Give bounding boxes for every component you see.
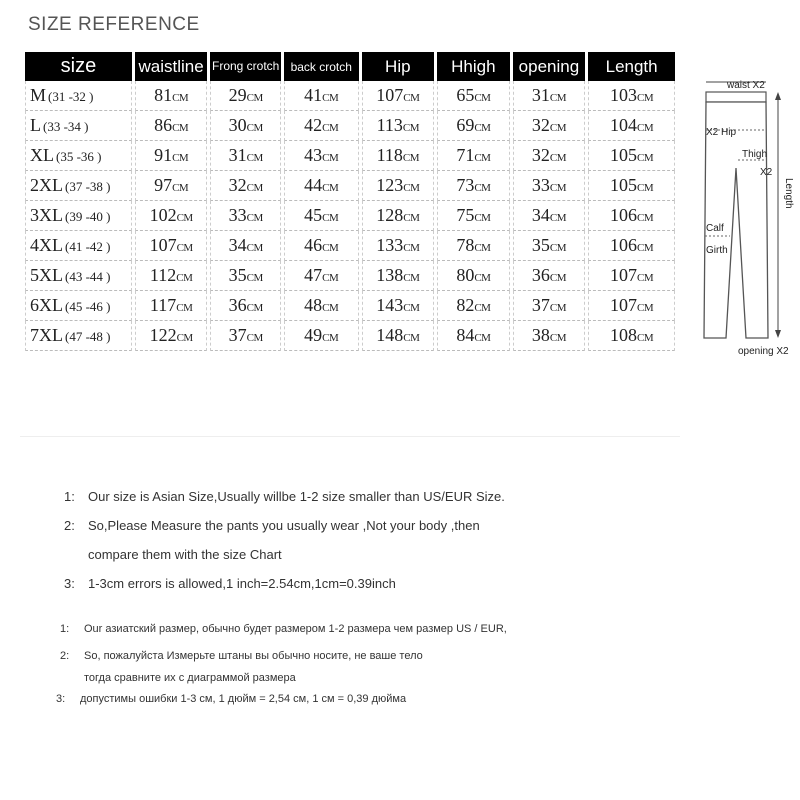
unit-label: CM — [549, 332, 566, 344]
thigh-x2-label: X2 — [760, 167, 773, 178]
thigh-label: Thigh — [742, 149, 768, 160]
size-label: 4XL — [30, 235, 63, 255]
size-cell — [25, 111, 132, 141]
measurement-value: 118 — [376, 145, 403, 165]
measurement-cell — [588, 111, 675, 141]
unit-label: CM — [322, 332, 339, 344]
unit-label: CM — [176, 302, 193, 314]
unit-label: CM — [549, 122, 566, 134]
measurement-cell — [210, 171, 281, 201]
measurement-value: 31 — [531, 85, 550, 105]
unit-label: CM — [246, 212, 263, 224]
measurement-cell — [588, 291, 675, 321]
measurement-value: 38 — [531, 325, 550, 345]
measurement-value: 69 — [456, 115, 475, 135]
size-label: 6XL — [30, 295, 63, 315]
waistband-shape — [706, 92, 766, 102]
measurement-cell — [135, 231, 208, 261]
measurement-cell — [210, 201, 281, 231]
measurement-cell — [284, 261, 359, 291]
measurement-value: 112 — [149, 265, 177, 285]
table-row — [25, 141, 675, 171]
unit-label: CM — [474, 212, 491, 224]
measurement-cell — [284, 291, 359, 321]
measurement-cell — [513, 141, 586, 171]
unit-label: CM — [322, 152, 339, 164]
measurement-value: 117 — [149, 295, 177, 315]
measurement-cell — [362, 201, 435, 231]
note-2-continued-text: compare them with the size Chart — [88, 547, 282, 562]
measurement-value: 107 — [610, 265, 638, 285]
header-back-crotch: back crotch — [284, 52, 359, 81]
ru-note-2-number: 2: — [60, 650, 70, 662]
measurement-cell — [513, 261, 586, 291]
notes-english — [64, 482, 784, 598]
size-label: XL — [30, 145, 54, 165]
measurement-cell — [284, 81, 359, 111]
unit-label: CM — [474, 302, 491, 314]
unit-label: CM — [322, 92, 339, 104]
unit-label: CM — [474, 332, 491, 344]
size-table — [22, 52, 678, 351]
length-arrow-bottom-icon — [775, 330, 781, 338]
measurement-value: 107 — [149, 235, 177, 255]
measurement-value: 71 — [456, 145, 475, 165]
girth-label: Girth — [706, 245, 728, 256]
measurement-value: 49 — [304, 325, 323, 345]
size-label: M — [30, 85, 47, 105]
measurement-value: 103 — [610, 85, 638, 105]
measurement-cell — [513, 171, 586, 201]
measurement-value: 106 — [610, 235, 638, 255]
measurement-cell — [588, 141, 675, 171]
measurement-cell — [513, 291, 586, 321]
measurement-cell — [362, 171, 435, 201]
measurement-cell — [513, 321, 586, 351]
header-length: Length — [588, 52, 675, 81]
measurement-cell — [210, 111, 281, 141]
measurement-value: 36 — [228, 295, 247, 315]
measurement-cell — [588, 171, 675, 201]
ru-note-3-text: допустимы ошибки 1-3 см, 1 дюйм = 2,54 см, 1 см = 0,39 дюйма — [80, 693, 407, 705]
unit-label: CM — [322, 272, 339, 284]
size-label: 5XL — [30, 265, 63, 285]
measurement-cell — [513, 231, 586, 261]
measurement-cell — [513, 111, 586, 141]
unit-label: CM — [246, 92, 263, 104]
measurement-cell — [362, 141, 435, 171]
ru-note-2-text: So, пожалуйста Измерьте штаны вы обычно носите, не ваше тело — [84, 650, 423, 662]
pants-diagram — [696, 70, 800, 360]
measurement-cell — [135, 171, 208, 201]
measurement-value: 105 — [610, 145, 638, 165]
measurement-cell — [437, 321, 510, 351]
length-label: Length — [783, 178, 794, 209]
measurement-value: 97 — [154, 175, 173, 195]
unit-label: CM — [549, 212, 566, 224]
size-range: (45 -46 ) — [65, 299, 111, 314]
unit-label: CM — [474, 182, 491, 194]
measurement-value: 78 — [456, 235, 475, 255]
length-arrow-top-icon — [775, 92, 781, 100]
table-row — [25, 201, 675, 231]
unit-label: CM — [474, 272, 491, 284]
measurement-cell — [588, 321, 675, 351]
ru-note-2-continued — [60, 670, 780, 686]
size-label: 2XL — [30, 175, 63, 195]
measurement-cell — [135, 201, 208, 231]
unit-label: CM — [637, 272, 654, 284]
size-range: (41 -42 ) — [65, 239, 111, 254]
table-header-row — [25, 52, 675, 81]
size-cell — [25, 291, 132, 321]
measurement-cell — [210, 291, 281, 321]
measurement-value: 35 — [531, 235, 550, 255]
measurement-value: 82 — [456, 295, 475, 315]
size-cell — [25, 261, 132, 291]
note-3-number: 3: — [64, 576, 75, 591]
note-1-number: 1: — [64, 489, 75, 504]
measurement-value: 31 — [228, 145, 247, 165]
ru-note-1-number: 1: — [60, 623, 70, 635]
pants-diagram-svg — [696, 70, 800, 360]
note-2 — [64, 511, 784, 540]
note-3-text: 1-3cm errors is allowed,1 inch=2.54cm,1cm=0.39inch — [88, 576, 396, 591]
measurement-value: 105 — [610, 175, 638, 195]
unit-label: CM — [172, 152, 189, 164]
unit-label: CM — [403, 182, 420, 194]
table-row — [25, 231, 675, 261]
measurement-value: 42 — [304, 115, 323, 135]
ru-note-1-text: Our азиатский размер, обычно будет размером 1-2 размера чем размер US / EUR, — [84, 623, 507, 635]
size-label: L — [30, 115, 41, 135]
unit-label: CM — [637, 152, 654, 164]
measurement-value: 48 — [304, 295, 323, 315]
unit-label: CM — [637, 332, 654, 344]
header-hhigh: Hhigh — [437, 52, 510, 81]
measurement-value: 43 — [304, 145, 323, 165]
unit-label: CM — [176, 242, 193, 254]
measurement-value: 133 — [376, 235, 404, 255]
measurement-cell — [437, 231, 510, 261]
measurement-cell — [437, 171, 510, 201]
unit-label: CM — [474, 152, 491, 164]
size-range: (43 -44 ) — [65, 269, 111, 284]
unit-label: CM — [403, 242, 420, 254]
unit-label: CM — [322, 302, 339, 314]
page-title: SIZE REFERENCE — [28, 14, 200, 35]
measurement-value: 30 — [228, 115, 247, 135]
measurement-value: 35 — [228, 265, 247, 285]
measurement-value: 33 — [228, 205, 247, 225]
measurement-cell — [135, 81, 208, 111]
measurement-cell — [135, 111, 208, 141]
unit-label: CM — [172, 182, 189, 194]
waist-label: waist X2 — [727, 80, 765, 91]
ru-note-1 — [60, 616, 780, 643]
header-hip: Hip — [362, 52, 435, 81]
unit-label: CM — [246, 302, 263, 314]
measurement-cell — [135, 261, 208, 291]
unit-label: CM — [637, 302, 654, 314]
measurement-cell — [284, 111, 359, 141]
measurement-cell — [210, 141, 281, 171]
measurement-value: 34 — [531, 205, 550, 225]
unit-label: CM — [322, 182, 339, 194]
unit-label: CM — [246, 272, 263, 284]
measurement-cell — [513, 201, 586, 231]
unit-label: CM — [403, 272, 420, 284]
unit-label: CM — [172, 92, 189, 104]
measurement-value: 138 — [376, 265, 404, 285]
measurement-value: 32 — [228, 175, 247, 195]
measurement-cell — [437, 141, 510, 171]
unit-label: CM — [246, 182, 263, 194]
unit-label: CM — [637, 242, 654, 254]
unit-label: CM — [246, 152, 263, 164]
measurement-value: 81 — [154, 85, 173, 105]
measurement-value: 75 — [456, 205, 475, 225]
measurement-value: 91 — [154, 145, 173, 165]
measurement-cell — [210, 231, 281, 261]
size-range: (47 -48 ) — [65, 329, 111, 344]
size-label: 7XL — [30, 325, 63, 345]
unit-label: CM — [474, 122, 491, 134]
size-cell — [25, 141, 132, 171]
unit-label: CM — [402, 152, 420, 164]
measurement-value: 123 — [376, 175, 404, 195]
unit-label: CM — [246, 242, 263, 254]
measurement-cell — [437, 81, 510, 111]
note-2-continued — [64, 540, 784, 569]
measurement-value: 44 — [304, 175, 323, 195]
measurement-value: 107 — [610, 295, 638, 315]
unit-label: CM — [637, 212, 654, 224]
measurement-cell — [588, 201, 675, 231]
note-2-number: 2: — [64, 518, 75, 533]
header-opening: opening — [513, 52, 586, 81]
ru-note-2-continued-text: тогда сравните их с диаграммой размера — [84, 672, 296, 684]
measurement-value: 65 — [456, 85, 475, 105]
measurement-value: 47 — [304, 265, 323, 285]
measurement-value: 46 — [304, 235, 323, 255]
measurement-cell — [362, 81, 435, 111]
unit-label: CM — [549, 272, 566, 284]
hip-label: X2 Hip — [706, 127, 737, 138]
measurement-value: 37 — [531, 295, 550, 315]
measurement-cell — [513, 81, 586, 111]
size-range: (33 -34 ) — [43, 119, 89, 134]
header-front-crotch: Frong crotch — [210, 52, 281, 81]
measurement-cell — [437, 291, 510, 321]
measurement-cell — [588, 261, 675, 291]
measurement-value: 34 — [228, 235, 247, 255]
measurement-value: 32 — [531, 115, 550, 135]
measurement-cell — [588, 231, 675, 261]
unit-label: CM — [176, 332, 193, 344]
table-row — [25, 171, 675, 201]
unit-label: CM — [549, 242, 566, 254]
measurement-cell — [362, 291, 435, 321]
unit-label: CM — [637, 92, 654, 104]
measurement-value: 113 — [376, 115, 403, 135]
table-row — [25, 261, 675, 291]
measurement-cell — [210, 321, 281, 351]
unit-label: CM — [322, 242, 339, 254]
unit-label: CM — [402, 122, 420, 134]
unit-label: CM — [549, 152, 566, 164]
calf-label: Calf — [706, 223, 724, 234]
measurement-cell — [437, 201, 510, 231]
header-waistline: waistline — [135, 52, 208, 81]
size-range: (37 -38 ) — [65, 179, 111, 194]
measurement-cell — [362, 321, 435, 351]
measurement-cell — [284, 201, 359, 231]
unit-label: CM — [549, 302, 566, 314]
measurement-cell — [588, 81, 675, 111]
measurement-cell — [362, 111, 435, 141]
measurement-value: 37 — [228, 325, 247, 345]
unit-label: CM — [176, 212, 193, 224]
size-range: (31 -32 ) — [48, 89, 94, 104]
measurement-cell — [437, 261, 510, 291]
unit-label: CM — [474, 92, 491, 104]
note-1 — [64, 482, 784, 511]
note-2-text: So,Please Measure the pants you usually wear ,Not your body ,then — [88, 518, 480, 533]
measurement-cell — [437, 111, 510, 141]
measurement-value: 106 — [610, 205, 638, 225]
measurement-cell — [362, 231, 435, 261]
measurement-value: 108 — [610, 325, 638, 345]
opening-label: opening X2 — [738, 346, 789, 357]
unit-label: CM — [176, 272, 193, 284]
measurement-cell — [210, 261, 281, 291]
unit-label: CM — [549, 92, 566, 104]
measurement-value: 80 — [456, 265, 475, 285]
unit-label: CM — [322, 212, 339, 224]
unit-label: CM — [246, 122, 263, 134]
measurement-cell — [135, 321, 208, 351]
unit-label: CM — [474, 242, 491, 254]
size-cell — [25, 201, 132, 231]
unit-label: CM — [246, 332, 263, 344]
measurement-value: 143 — [376, 295, 404, 315]
unit-label: CM — [172, 122, 189, 134]
unit-label: CM — [637, 182, 654, 194]
measurement-cell — [135, 141, 208, 171]
unit-label: CM — [549, 182, 566, 194]
measurement-value: 29 — [228, 85, 247, 105]
ru-note-3 — [56, 686, 780, 713]
measurement-cell — [284, 171, 359, 201]
measurement-value: 73 — [456, 175, 475, 195]
unit-label: CM — [322, 122, 339, 134]
measurement-value: 128 — [376, 205, 404, 225]
table-row — [25, 81, 675, 111]
size-range: (39 -40 ) — [65, 209, 111, 224]
measurement-value: 41 — [304, 85, 323, 105]
ru-note-2 — [60, 643, 780, 670]
measurement-value: 104 — [610, 115, 638, 135]
measurement-cell — [284, 321, 359, 351]
notes-russian — [56, 616, 780, 713]
measurement-value: 148 — [376, 325, 404, 345]
measurement-cell — [362, 261, 435, 291]
size-range: (35 -36 ) — [56, 149, 102, 164]
measurement-cell — [284, 231, 359, 261]
unit-label: CM — [403, 92, 420, 104]
note-3 — [64, 569, 784, 598]
size-cell — [25, 231, 132, 261]
table-row — [25, 111, 675, 141]
unit-label: CM — [637, 122, 654, 134]
measurement-value: 33 — [531, 175, 550, 195]
measurement-value: 102 — [149, 205, 177, 225]
ru-note-3-number: 3: — [56, 693, 66, 705]
table-row — [25, 291, 675, 321]
measurement-value: 32 — [531, 145, 550, 165]
measurement-value: 86 — [154, 115, 173, 135]
measurement-value: 36 — [531, 265, 550, 285]
unit-label: CM — [403, 332, 420, 344]
measurement-cell — [284, 141, 359, 171]
divider — [20, 436, 680, 437]
measurement-value: 122 — [149, 325, 177, 345]
size-cell — [25, 321, 132, 351]
size-label: 3XL — [30, 205, 63, 225]
header-size: size — [25, 52, 132, 81]
measurement-value: 84 — [456, 325, 475, 345]
unit-label: CM — [403, 302, 420, 314]
note-1-text: Our size is Asian Size,Usually willbe 1-2 size smaller than US/EUR Size. — [88, 489, 505, 504]
size-cell — [25, 81, 132, 111]
measurement-cell — [210, 81, 281, 111]
table-row — [25, 321, 675, 351]
measurement-value: 107 — [376, 85, 404, 105]
measurement-value: 45 — [304, 205, 323, 225]
size-cell — [25, 171, 132, 201]
measurement-cell — [135, 291, 208, 321]
unit-label: CM — [403, 212, 420, 224]
